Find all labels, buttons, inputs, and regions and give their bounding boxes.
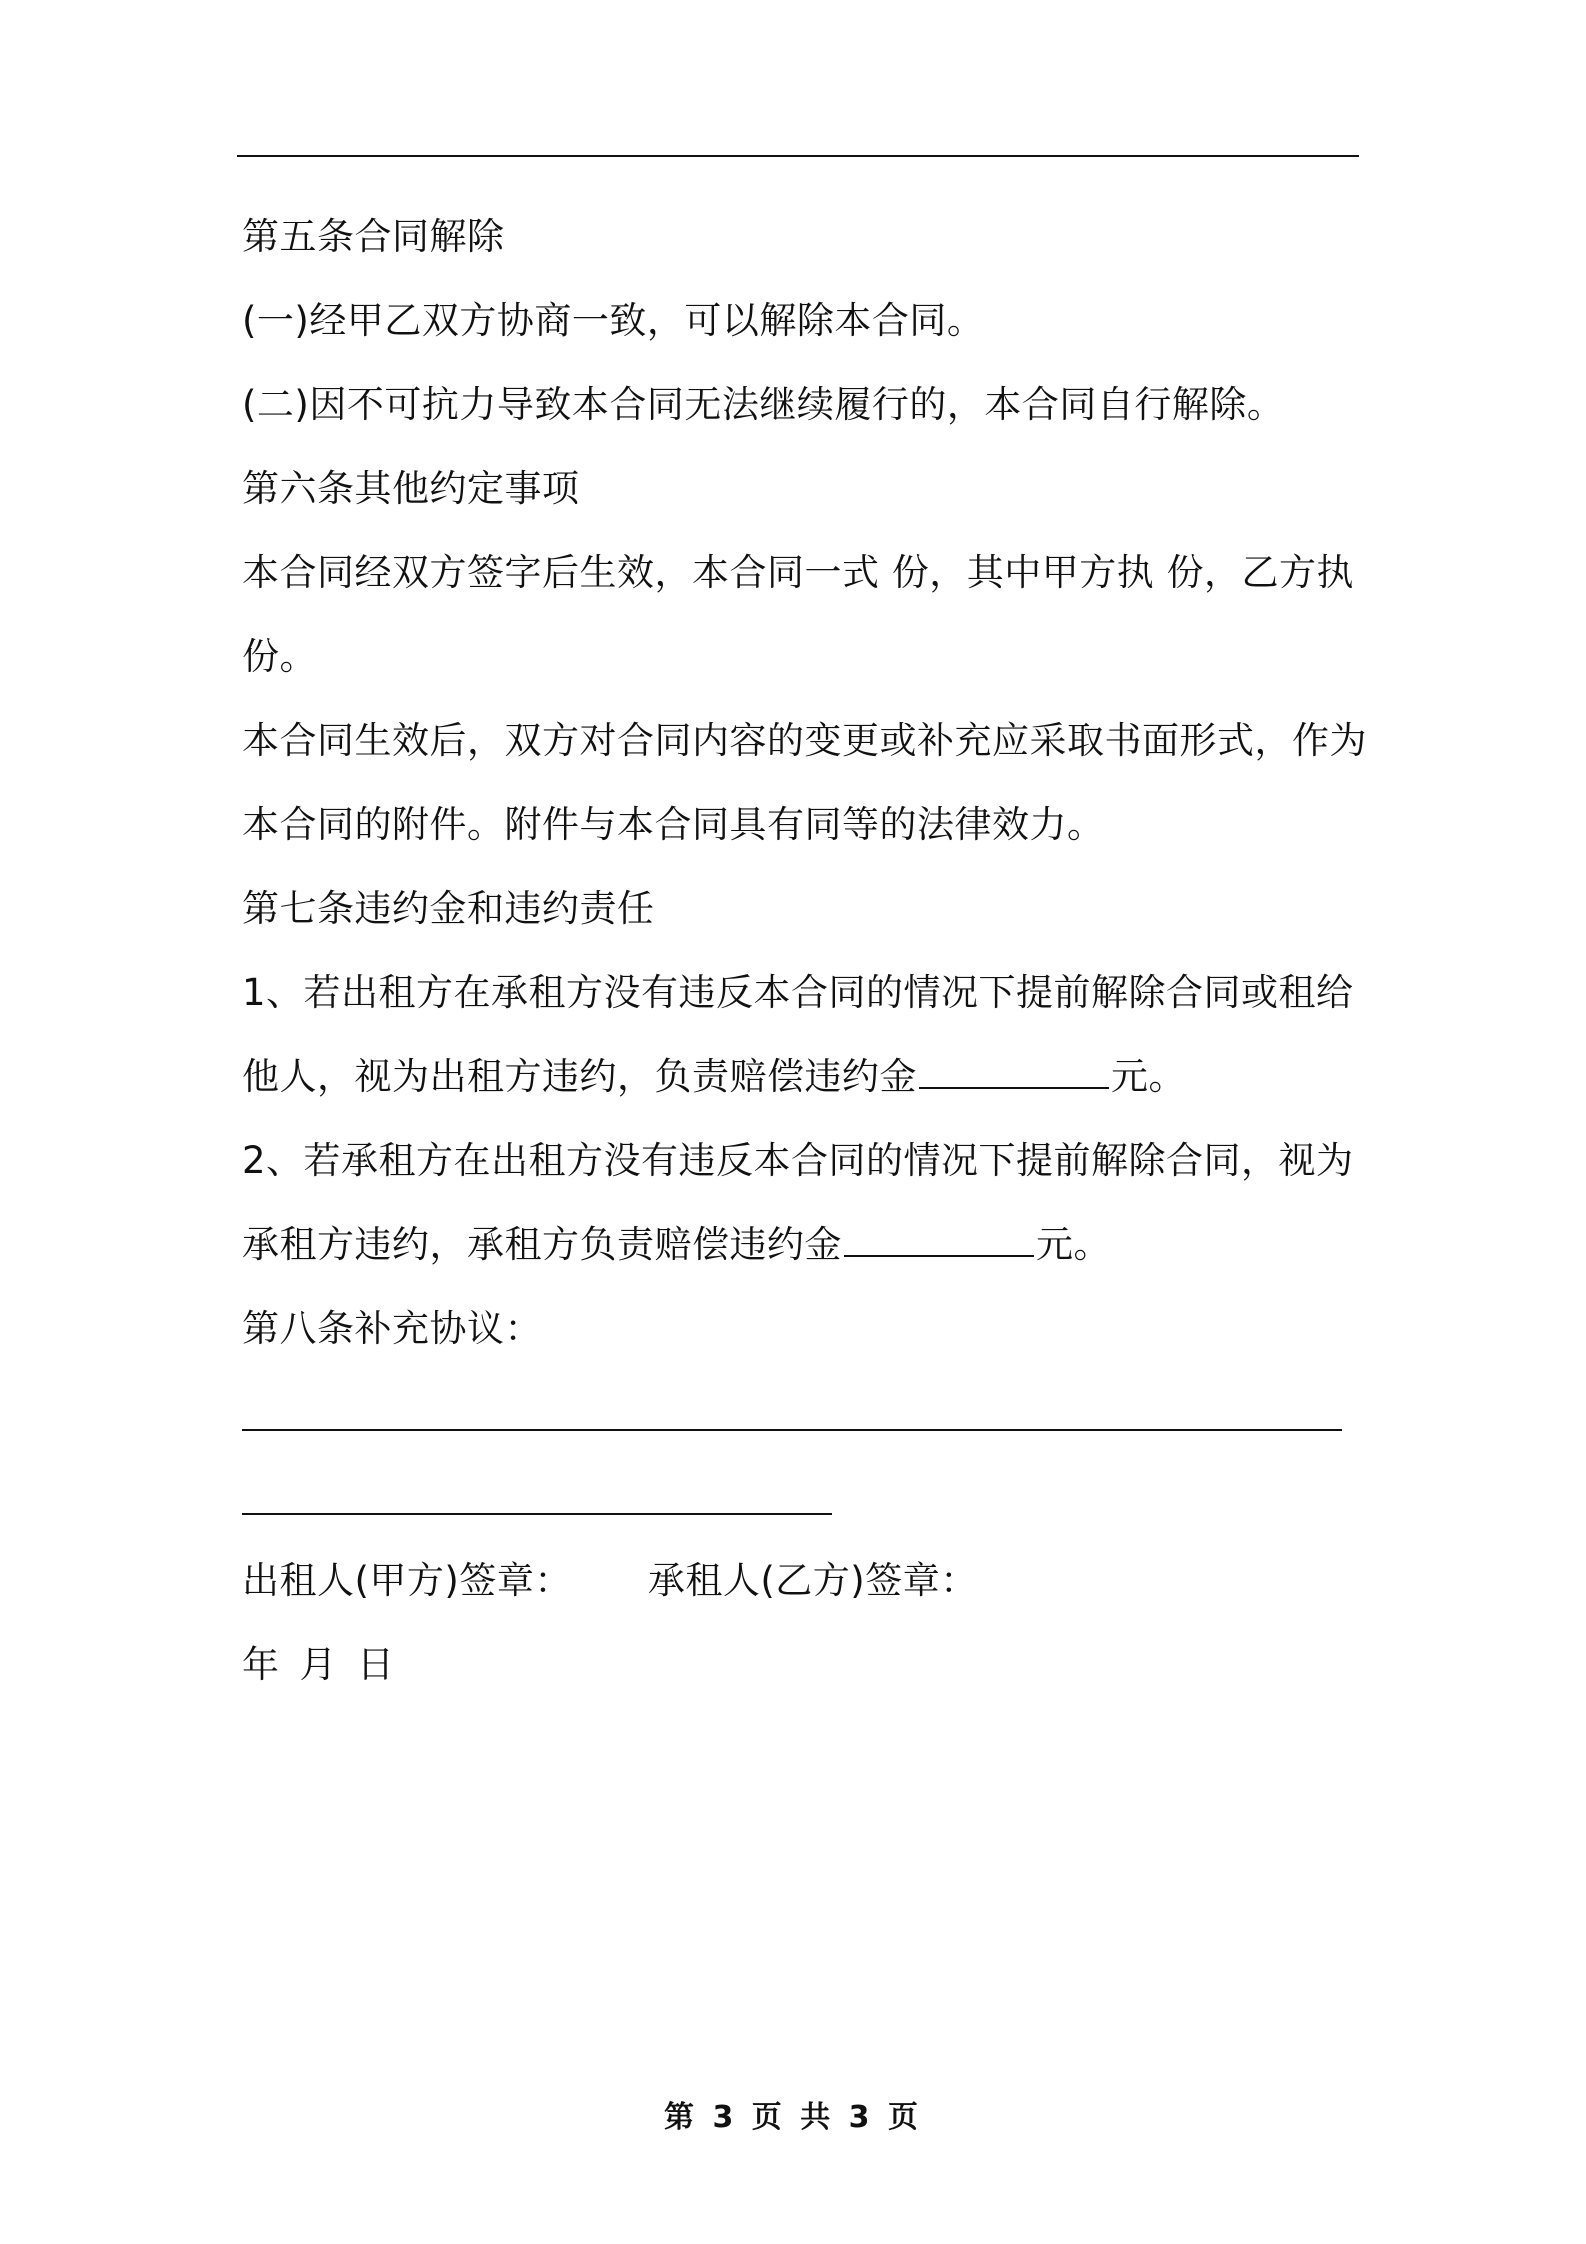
article-7-item-1-unit: 元。 xyxy=(1111,1055,1186,1098)
article-6-paragraph-2-line-2: 本合同的附件。附件与本合同具有同等的法律效力。 xyxy=(242,803,1105,846)
lessee-signature-label: 承租人(乙方)签章： xyxy=(647,1559,978,1602)
article-5-item-2: (二)因不可抗力导致本合同无法继续履行的，本合同自行解除。 xyxy=(242,383,1285,426)
article-7-item-2-text: 承租方违约，承租方负责赔偿违约金 xyxy=(242,1223,842,1266)
article-6-paragraph-1-line-2: 份。 xyxy=(242,635,317,678)
date-day-label: 日 xyxy=(357,1643,395,1686)
supplement-rule-2 xyxy=(242,1513,832,1515)
date-row xyxy=(242,1623,1362,1707)
penalty-amount-blank-lessor xyxy=(919,1051,1109,1089)
date-year-label: 年 xyxy=(242,1643,280,1686)
supplement-blank-line-2 xyxy=(242,1455,1362,1539)
article-7-item-1-line-2 xyxy=(242,1035,1362,1119)
article-7-item-1-line-1: 1、若出租方在承租方没有违反本合同的情况下提前解除合同或租给 xyxy=(242,971,1354,1014)
article-5-title: 第五条合同解除 xyxy=(242,215,505,258)
supplement-rule-1 xyxy=(242,1429,1342,1431)
article-7-item-2-line-1: 2、若承租方在出租方没有违反本合同的情况下提前解除合同，视为 xyxy=(242,1139,1354,1182)
article-6-paragraph-2-line-1: 本合同生效后，双方对合同内容的变更或补充应采取书面形式，作为 xyxy=(242,719,1367,762)
supplement-blank-line-1 xyxy=(242,1371,1362,1455)
page-number-footer: 第 3 页 共 3 页 xyxy=(664,2100,922,2135)
article-6-paragraph-1-line-1: 本合同经双方签字后生效，本合同一式 份，其中甲方执 份，乙方执 xyxy=(242,551,1355,594)
article-6-title: 第六条其他约定事项 xyxy=(242,467,580,510)
document-body xyxy=(242,195,1367,1707)
article-5-item-1: (一)经甲乙双方协商一致，可以解除本合同。 xyxy=(242,299,985,342)
article-7-item-2-line-2 xyxy=(242,1203,1362,1287)
article-7-title: 第七条违约金和违约责任 xyxy=(242,887,655,930)
article-7-item-2-unit: 元。 xyxy=(1036,1223,1111,1266)
penalty-amount-blank-lessee xyxy=(844,1219,1034,1257)
lessor-signature-label: 出租人(甲方)签章： xyxy=(242,1559,572,1602)
date-month-label: 月 xyxy=(299,1643,337,1686)
article-7-item-1-text: 他人，视为出租方违约，负责赔偿违约金 xyxy=(242,1055,917,1098)
header-rule xyxy=(237,155,1359,157)
signature-row xyxy=(242,1539,1362,1623)
article-8-title: 第八条补充协议： xyxy=(242,1307,542,1350)
